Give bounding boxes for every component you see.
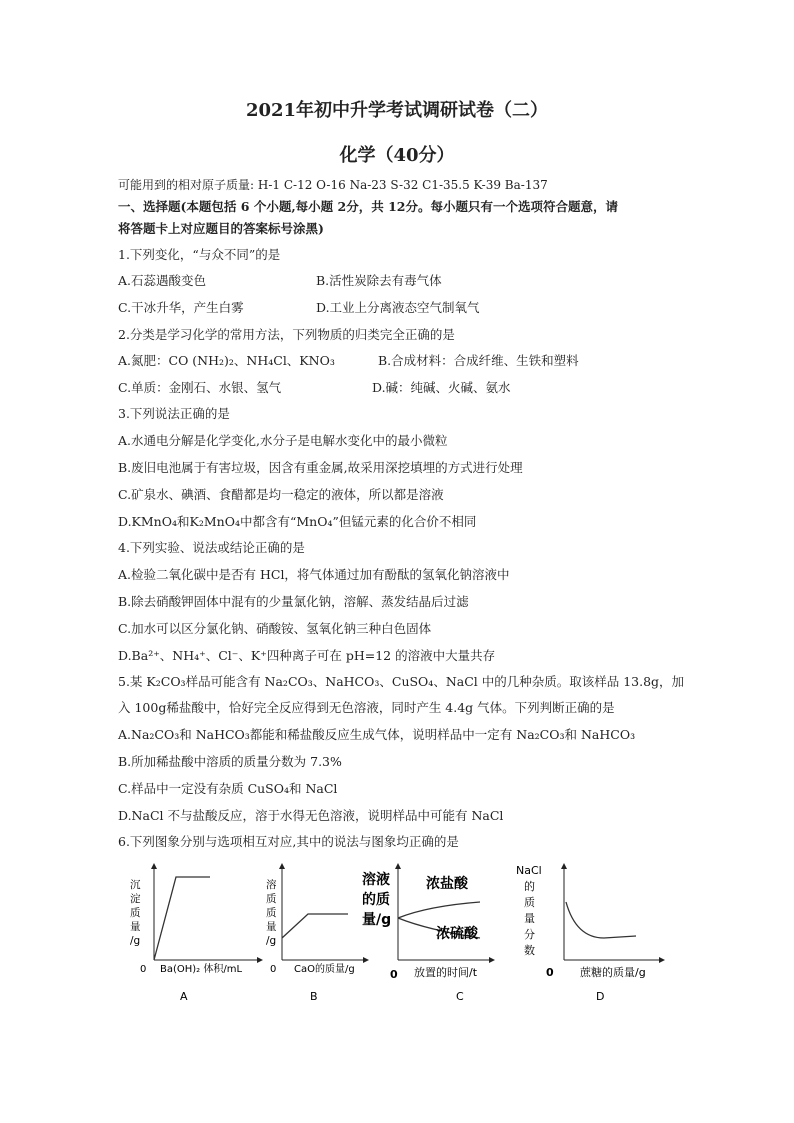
graph-b [266,866,366,1003]
graph-b-caption: B [310,990,318,1003]
q6-stem: 6.下列图象分别与选项相互对应,其中的说法与图象均正确的是 [118,834,459,849]
graph-c [362,866,492,1003]
graph-b-curve [282,914,348,938]
graph-d [516,864,662,1003]
atomic-mass-line: 可能用到的相对原子质量: H-1 C-12 O-16 Na-23 S-32 C1-35.5 K-39 Ba-137 [118,178,548,192]
graph-d-ylabel-4: 量 [524,912,535,925]
q4-option-d: D.Ba²⁺、NH₄⁺、Cl⁻、K⁺四种离子可在 pH=12 的溶液中大量共存 [118,648,496,663]
graph-d-ylabel-5: 分 [524,928,535,941]
graph-c-curve-top [398,902,480,918]
q2-option-c: C.单质：金刚石、水银、氢气 [118,380,282,395]
q3-option-c: C.矿泉水、碘酒、食醋都是均一稳定的液体，所以都是溶液 [118,487,444,502]
q1-option-a: A.石蕊遇酸变色 [118,273,207,288]
graphs-svg [110,858,690,1008]
q5-option-d: D.NaCl 不与盐酸反应，溶于水得无色溶液，说明样品中可能有 NaCl [118,808,504,823]
graph-d-curve [566,902,636,938]
exam-title: 2021年初中升学考试调研试卷（二） [245,100,549,121]
graph-c-xlabel: 放置的时间/t [414,966,478,979]
q3-option-d: D.KMnO₄和K₂MnO₄中都含有“MnO₄”但锰元素的化合价不相同 [118,514,477,529]
graph-a-ylabel-5: /g [130,935,141,947]
q1-option-b: B.活性炭除去有毒气体 [316,273,442,288]
q2-option-d: D.碱：纯碱、火碱、氨水 [372,380,511,395]
graph-b-ylabel-5: /g [266,935,277,947]
graph-b-origin: 0 [270,964,277,975]
graph-d-ylabel-1: NaCl [516,864,542,877]
q5-option-a: A.Na₂CO₃和 NaHCO₃都能和稀盐酸反应生成气体，说明样品中一定有 Na₂CO₃和 NaHCO₃ [118,727,636,742]
section-heading-line2: 将答题卡上对应题目的答案标号涂黑) [118,221,324,236]
graph-a-ylabel-3: 质 [130,907,141,919]
graph-a-ylabel-4: 量 [130,921,141,933]
graph-d-ylabel-6: 数 [524,944,535,957]
q4-option-b: B.除去硝酸钾固体中混有的少量氯化钠，溶解、蒸发结晶后过滤 [118,594,469,609]
graph-d-origin: 0 [546,966,554,979]
q1-option-d: D.工业上分离液态空气制氧气 [316,300,480,315]
q2-option-a: A.氮肥：CO (NH₂)₂、NH₄Cl、KNO₃ [118,353,335,368]
q5-option-b: B.所加稀盐酸中溶质的质量分数为 7.3% [118,754,342,769]
q1-option-c: C.干冰升华，产生白雾 [118,300,244,315]
graph-c-ylabel-1: 溶液 [362,872,390,888]
graph-b-ylabel-1: 溶 [266,879,277,891]
graph-d-xlabel: 蔗糖的质量/g [580,966,646,979]
q2-stem: 2.分类是学习化学的常用方法，下列物质的归类完全正确的是 [118,327,455,342]
graph-b-xlabel: CaO的质量/g [294,964,355,975]
section-heading-line1: 一、选择题(本题包括 6 个小题,每小题 2分，共 12分。每小题只有一个选项符合题意，请 [118,199,618,214]
q5-stem-line1: 5.某 K₂CO₃样品可能含有 Na₂CO₃、NaHCO₃、CuSO₄、NaCl 中的几种杂质。取该样品 13.8g，加 [118,674,685,689]
q4-option-a: A.检验二氧化碳中是否有 HCl，将气体通过加有酚酞的氢氧化钠溶液中 [118,567,510,582]
q3-stem: 3.下列说法正确的是 [118,406,230,421]
q5-option-c: C.样品中一定没有杂质 CuSO₄和 NaCl [118,781,338,796]
q4-stem: 4.下列实验、说法或结论正确的是 [118,540,305,555]
graph-c-ylabel-2: 的质 [362,892,390,908]
graph-a-ylabel-2: 淀 [130,893,141,905]
graph-c-series-top: 浓盐酸 [426,876,468,892]
q6-graphs [110,858,690,1008]
graph-d-caption: D [596,990,605,1003]
q3-option-b: B.废旧电池属于有害垃圾，因含有重金属,故采用深挖填埋的方式进行处理 [118,460,523,475]
graph-a-curve [154,877,210,960]
graph-c-ylabel-3: 量/g [362,912,392,928]
graph-b-ylabel-4: 量 [266,921,277,933]
graph-c-series-bottom: 浓硫酸 [436,926,478,942]
graph-d-ylabel-3: 质 [524,896,535,909]
graph-a [130,866,260,1003]
graph-a-caption: A [180,990,188,1003]
q3-option-a: A.水通电分解是化学变化,水分子是电解水变化中的最小微粒 [118,433,448,448]
graph-a-ylabel-1: 沉 [130,879,141,891]
q5-stem-line2: 入 100g稀盐酸中，恰好完全反应得到无色溶液，同时产生 4.4g 气体。下列判断正确的是 [118,700,615,715]
q1-stem: 1.下列变化，“与众不同”的是 [118,247,281,262]
q4-option-c: C.加水可以区分氯化钠、硝酸铵、氢氧化钠三种白色固体 [118,621,432,636]
graph-b-ylabel-3: 质 [266,907,277,919]
graph-c-caption: C [456,990,464,1003]
graph-d-ylabel-2: 的 [524,880,535,893]
subject-title: 化学（40分） [339,145,455,166]
graph-b-ylabel-2: 质 [266,893,277,905]
graph-c-origin: 0 [390,968,398,981]
graph-a-xlabel: Ba(OH)₂ 体积/mL [160,964,243,975]
q2-option-b: B.合成材料：合成纤维、生铁和塑料 [378,353,579,368]
graph-a-origin: 0 [140,964,147,975]
